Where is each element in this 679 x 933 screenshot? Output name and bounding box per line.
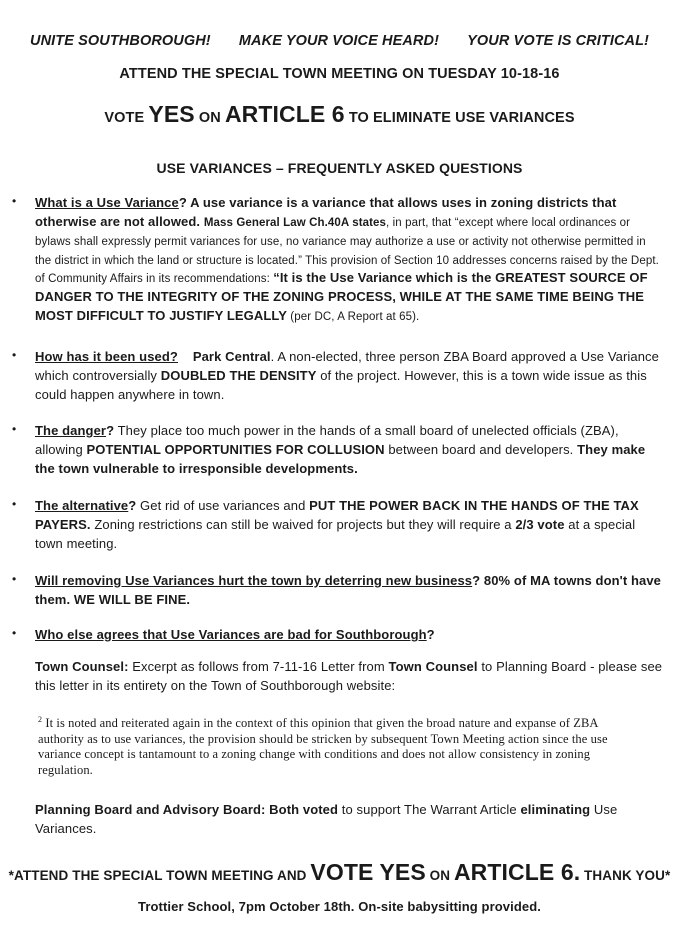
- faq-item-danger: • The danger? They place too much power in the hands of a small board of unelected officials (ZBA), allowing POTENTIAL OPPORTUNITIES FOR COLLUSION between board and developers. They make the town vulnerable to irresponsible developments.: [12, 422, 646, 476]
- closing-call-to-action: *ATTEND THE SPECIAL TOWN MEETING AND VOTE YES ON ARTICLE 6. THANK YOU*: [8, 859, 671, 885]
- bullet-icon: •: [12, 194, 17, 208]
- faq-question: Who else agrees that Use Variances are bad for Southborough: [35, 627, 427, 642]
- article-number: ARTICLE 6: [224, 101, 345, 127]
- slogan-vote: YOUR VOTE IS CRITICAL!: [467, 33, 649, 49]
- closing-vote-yes: VOTE YES: [310, 859, 426, 885]
- faq-question: What is a Use Variance: [35, 195, 179, 210]
- faq-question: The alternative: [35, 498, 129, 513]
- counsel-excerpt: $^2$ It is noted and reiterated again in the context of this opinion that given the broad nature and expanse of ZBA authority as to use variances, the provision should be stricken by subsequent Town Meeting action since the use variance concept is tantamount to a zoning change with conditions and does not allow consistency in zoning regulation.: [38, 715, 608, 778]
- closing-article: ARTICLE 6.: [453, 859, 581, 885]
- slogan-unite: UNITE SOUTHBOROUGH!: [30, 33, 211, 49]
- bullet-icon: •: [12, 422, 17, 436]
- faq-item-alternative: • The alternative? Get rid of use variances and PUT THE POWER BACK IN THE HANDS OF THE TAX PAYERS. Zoning restrictions can still be waived for projects but they will require a 2/3 vote at a special town meeting.: [12, 497, 639, 551]
- faq-question: How has it been used?: [35, 349, 178, 364]
- footnote-marker: 2: [38, 715, 43, 724]
- slogan-line: [0, 31, 679, 52]
- bullet-icon: •: [12, 497, 17, 511]
- boards-note: Planning Board and Advisory Board: Both voted to support The Warrant Article eliminating Use Variances.: [35, 802, 618, 836]
- bullet-icon: •: [12, 626, 17, 640]
- bullet-icon: •: [12, 572, 17, 586]
- bullet-icon: •: [12, 348, 17, 362]
- faq-item-business: • Will removing Use Variances hurt the town by deterring new business? 80% of MA towns don't have them. WE WILL BE FINE.: [12, 572, 662, 607]
- vote-yes: YES: [148, 101, 195, 127]
- slogan-voice: MAKE YOUR VOICE HEARD!: [238, 33, 439, 49]
- vote-headline: VOTE YES ON ARTICLE 6 TO ELIMINATE USE VARIANCES: [104, 101, 575, 127]
- meeting-announcement: ATTEND THE SPECIAL TOWN MEETING ON TUESDAY 10-18-16: [119, 66, 560, 82]
- town-counsel-note: Town Counsel: Excerpt as follows from 7-11-16 Letter from Town Counsel to Planning Board - please see this letter in its entirety on the Town of Southborough website:: [35, 659, 663, 693]
- venue-info: Trottier School, 7pm October 18th. On-site babysitting provided.: [138, 899, 541, 914]
- faq-title: USE VARIANCES – FREQUENTLY ASKED QUESTIONS: [156, 160, 523, 176]
- faq-item-what: • What is a Use Variance? A use variance is a variance that allows uses in zoning districts that otherwise are not allowed. Mass General Law Ch.40A states, in part, that “except where local ordinances or bylaws shall expressly permit variances for use, no variance may authorize a use or activity not otherwise permitted in the district in which the land or structure is located.” This provision of Section 10 addresses concerns raised by the Dept. of Community Affairs in its recommendations: “It is the Use Variance which is the GREATEST SOURCE OF DANGER TO THE INTEGRITY OF THE ZONING PROCESS, WHILE AT THE SAME TIME BEING THE MOST DIFFICULT TO JUSTIFY LEGALLY (per DC, A Report at 65).: [12, 194, 659, 324]
- faq-item-how: • How has it been used? Park Central. A non-elected, three person ZBA Board approved a Use Variance which controversially DOUBLED THE DENSITY of the project. However, this is a town wide issue as this could happen anywhere in town.: [12, 348, 659, 402]
- counsel-label: Town Counsel:: [35, 659, 129, 674]
- faq-question: The danger: [35, 423, 107, 438]
- faq-question: Will removing Use Variances hurt the town by deterring new business: [35, 573, 473, 588]
- faq-item-who: • Who else agrees that Use Variances are bad for Southborough?: [12, 626, 435, 642]
- boards-label: Planning Board and Advisory Board:: [35, 802, 266, 817]
